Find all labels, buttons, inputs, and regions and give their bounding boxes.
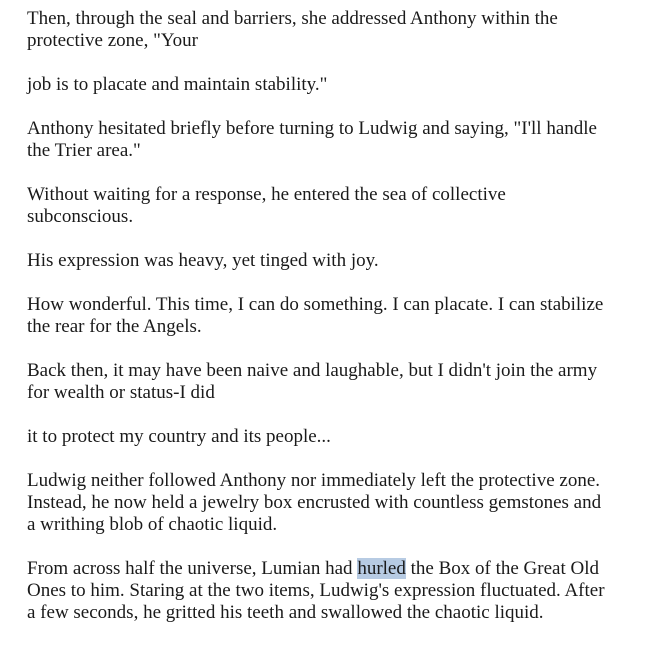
text-line: Ones to him. Staring at the two items, Ludwig's expression fluctuated. After [27,580,605,601]
text-line: How wonderful. This time, I can do something. I can placate. I can stabilize [27,294,604,315]
text-line: the Trier area." [27,140,141,161]
paragraph-4 [27,184,645,228]
text-line: it to protect my country and its people... [27,426,331,447]
text-line: the rear for the Angels. [27,316,202,337]
text-line [27,558,645,580]
text-line: Back then, it may have been naive and laughable, but I didn't join the army [27,360,598,381]
paragraph-8 [27,426,645,448]
paragraph-9 [27,470,645,536]
paragraph-7 [27,360,645,404]
paragraph-10 [27,558,645,624]
text-line: Then, through the seal and barriers, she addressed Anthony within the [27,8,558,29]
paragraph-3 [27,118,645,162]
text-line: job is to placate and maintain stability." [27,74,328,95]
text-segment: From across half the universe, Lumian had [27,558,358,579]
paragraph-6 [27,294,645,338]
text-segment: the Box of the Great Old [405,558,599,579]
text-line: for wealth or status-I did [27,382,215,403]
text-line: a writhing blob of chaotic liquid. [27,514,278,535]
text-line: Instead, he now held a jewelry box encrusted with countless gemstones and [27,492,602,513]
text-line: a few seconds, he gritted his teeth and swallowed the chaotic liquid. [27,602,544,623]
text-line: protective zone, "Your [27,30,198,51]
paragraph-1 [27,8,645,52]
selected-text-highlight[interactable]: hurled [357,558,406,579]
paragraph-2 [27,74,645,96]
text-line: Without waiting for a response, he entered the sea of collective [27,184,506,205]
text-line: Ludwig neither followed Anthony nor immediately left the protective zone. [27,470,601,491]
text-line: His expression was heavy, yet tinged with joy. [27,250,379,271]
text-line: subconscious. [27,206,134,227]
text-line: Anthony hesitated briefly before turning to Ludwig and saying, "I'll handle [27,118,597,139]
paragraph-5 [27,250,645,272]
